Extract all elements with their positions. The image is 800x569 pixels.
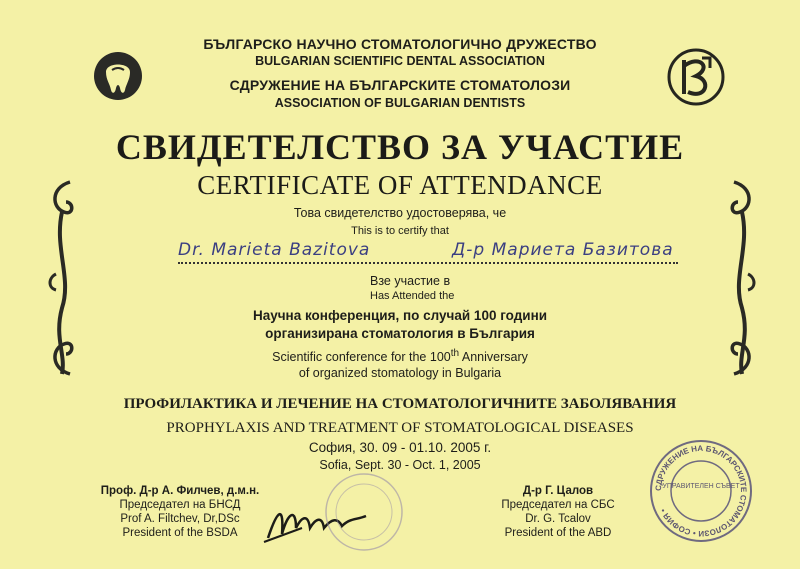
left-stamp-icon	[322, 470, 406, 554]
seal-ring-text: СДРУЖЕНИЕ НА БЪЛГАРСКИТЕ СТОМАТОЛОЗИ • СОФИЯ •	[653, 443, 749, 539]
society-name-en: BULGARIAN SCIENTIFIC DENTAL ASSOCIATION	[255, 54, 545, 68]
signatory-left-role-en: President of the BSDA	[122, 527, 238, 539]
signatory-right	[488, 484, 628, 540]
right-seal-icon	[646, 436, 756, 546]
union-name-bg: СДРУЖЕНИЕ НА БЪЛГАРСКИТЕ СТОМАТОЛОЗИ	[229, 77, 571, 93]
attended-text-bg: Взе участие в	[370, 274, 451, 288]
signatory-left-name-en: Prof A. Filtchev, Dr,DSc	[120, 513, 240, 525]
signatory-right-role-bg: Председател на СБС	[501, 499, 615, 511]
date-bg: София, 30. 09 - 01.10. 2005 г.	[308, 440, 492, 455]
event-title-bg-line2: организирана стоматология в България	[265, 326, 535, 341]
event-title-en-line2: of organized stomatology in Bulgaria	[298, 366, 502, 380]
signatory-left-role-bg: Председател на БНСД	[119, 499, 241, 511]
signatory-right-name-en: Dr. G. Tcalov	[525, 513, 591, 525]
certificate-title-bg: СВИДЕТЕЛСТВО ЗА УЧАСТИЕ	[115, 127, 685, 167]
society-name-bg: БЪЛГАРСКО НАУЧНО СТОМАТОЛОГИЧНО ДРУЖЕСТВО	[203, 36, 597, 52]
certify-text-bg: Това свидетелство удостоверява, че	[293, 206, 507, 220]
signatory-right-role-en: President of the ABD	[504, 527, 612, 539]
event-en-sup: th	[450, 348, 460, 359]
recipient-dotted-line	[178, 262, 678, 264]
signatory-right-name-bg: Д-р Г. Цалов	[522, 485, 594, 497]
recipient-name-latin: Dr. Marieta Bazitova	[178, 240, 371, 260]
event-title-en-line1	[0, 348, 800, 364]
recipient-name-cyrillic: Д-р Мариета Базитова	[452, 240, 674, 260]
topic-bg: ПРОФИЛАКТИКА И ЛЕЧЕНИЕ НА СТОМАТОЛОГИЧНИТЕ ЗАБОЛЯВАНИЯ	[123, 396, 677, 412]
event-title-bg-line1: Научна конференция, по случай 100 години	[252, 308, 548, 323]
certificate-title-en: CERTIFICATE OF ATTENDANCE	[197, 170, 603, 200]
svg-text:СДРУЖЕНИЕ НА БЪЛГАРСКИТЕ СТОМА	[654, 444, 748, 538]
seal-center-text: УПРАВИТЕЛЕН СЪВЕТ	[662, 483, 740, 490]
certify-text-en: This is to certify that	[351, 225, 449, 237]
event-en-post: Anniversary	[461, 350, 528, 365]
union-name-en: ASSOCIATION OF BULGARIAN DENTISTS	[274, 96, 526, 110]
signatory-left-name-bg: Проф. Д-р А. Филчев, д.м.н.	[100, 485, 260, 497]
attended-text-en: Has Attended the	[370, 290, 455, 302]
date-en: Sofia, Sept. 30 - Oct. 1, 2005	[319, 458, 481, 472]
event-en-pre: Scientific conference for the 100	[272, 350, 451, 365]
signatory-left	[90, 484, 270, 540]
topic-en: PROPHYLAXIS AND TREATMENT OF STOMATOLOGICAL DISEASES	[166, 420, 634, 436]
